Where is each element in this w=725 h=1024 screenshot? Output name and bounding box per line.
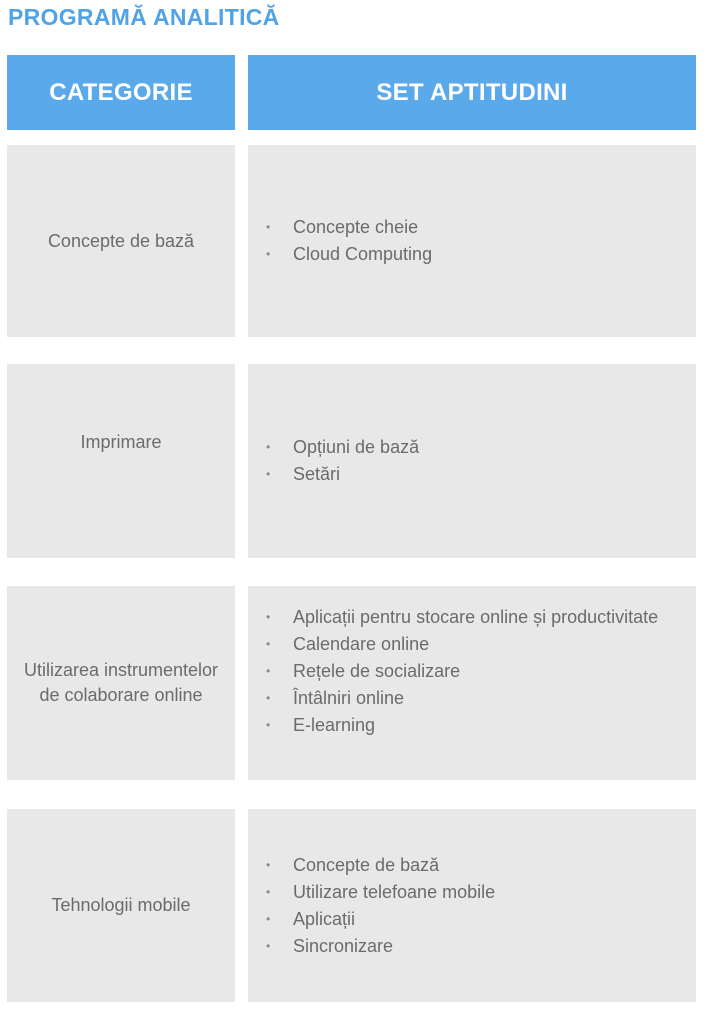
bullet-icon: • xyxy=(266,440,271,454)
row-1-category: Concepte de bază xyxy=(47,230,195,251)
list-item: • Utilizare telefoane mobile xyxy=(266,879,676,906)
row-4-category: Tehnologii mobile xyxy=(51,895,191,915)
row-1-skill-list xyxy=(266,214,676,268)
bullet-icon: • xyxy=(266,885,271,899)
bullet-icon: • xyxy=(266,718,271,732)
row-3-category-cell xyxy=(7,586,235,780)
page-title: PROGRAMĂ ANALITICĂ xyxy=(8,4,280,30)
list-item: • Întâlniri online xyxy=(266,685,676,712)
row-4-skill-list xyxy=(266,852,676,960)
row-2-category-cell xyxy=(7,364,235,558)
row-3-category: Utilizarea instrumentelor de colaborare online xyxy=(23,660,219,705)
column-header-skills: SET APTITUDINI xyxy=(248,55,696,130)
row-2-skills-cell xyxy=(248,364,696,558)
bullet-icon: • xyxy=(266,610,271,624)
list-item: • Cloud Computing xyxy=(266,241,676,268)
row-2-category: Imprimare xyxy=(80,432,162,452)
bullet-icon: • xyxy=(266,939,271,953)
row-4-category-cell xyxy=(7,809,235,1002)
list-item: • Aplicații pentru stocare online și productivitate xyxy=(266,604,676,631)
row-1-category-cell xyxy=(7,145,235,337)
row-1-skills-cell xyxy=(248,145,696,337)
list-item: • Rețele de socializare xyxy=(266,658,676,685)
list-item: • Concepte de bază xyxy=(266,852,676,879)
bullet-icon: • xyxy=(266,467,271,481)
row-2-skill-list xyxy=(266,434,676,488)
column-header-category: CATEGORIE xyxy=(7,55,235,130)
list-item: • Calendare online xyxy=(266,631,676,658)
bullet-icon: • xyxy=(266,858,271,872)
list-item: • Setări xyxy=(266,461,676,488)
bullet-icon: • xyxy=(266,637,271,651)
bullet-icon: • xyxy=(266,912,271,926)
list-item: • E-learning xyxy=(266,712,676,739)
row-3-skills-cell xyxy=(248,586,696,780)
row-3-skill-list xyxy=(266,604,676,739)
list-item: • Sincronizare xyxy=(266,933,676,960)
row-4-skills-cell xyxy=(248,809,696,1002)
bullet-icon: • xyxy=(266,664,271,678)
list-item: • Aplicații xyxy=(266,906,676,933)
list-item: • Concepte cheie xyxy=(266,214,676,241)
list-item: • Opțiuni de bază xyxy=(266,434,676,461)
bullet-icon: • xyxy=(266,220,271,234)
bullet-icon: • xyxy=(266,247,271,261)
bullet-icon: • xyxy=(266,691,271,705)
